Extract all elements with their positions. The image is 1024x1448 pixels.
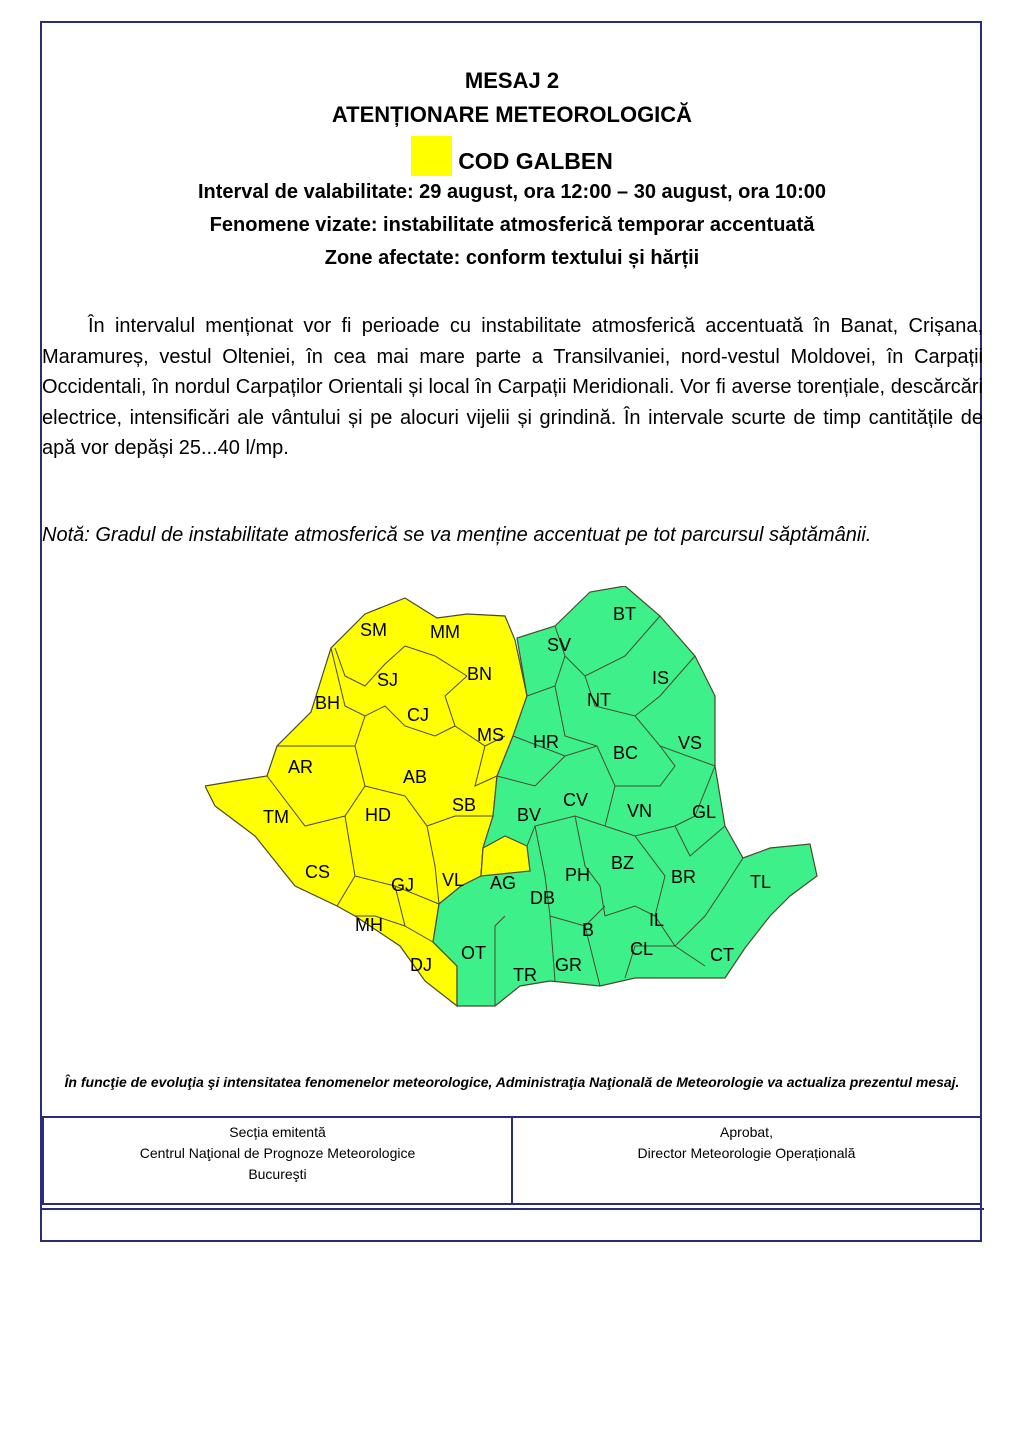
county-label-ms: MS: [477, 725, 504, 745]
issuer-cell: [44, 1118, 513, 1203]
county-label-gr: GR: [555, 955, 582, 975]
county-label-ct: CT: [710, 945, 734, 965]
message-subtitle: ATENȚIONARE METEOROLOGICĂ: [331, 102, 693, 127]
approver-cell: [513, 1118, 980, 1203]
county-label-b: B: [582, 920, 595, 940]
validity-interval: Interval de valabilitate: 29 august, ora 12:00 – 30 august, ora 10:00: [197, 181, 827, 203]
county-label-tl: TL: [750, 872, 772, 892]
code-row: [40, 132, 984, 176]
county-label-nt: NT: [587, 690, 611, 710]
county-label-sb: SB: [452, 795, 477, 815]
county-label-ag: AG: [490, 873, 517, 893]
county-label-sj: SJ: [377, 670, 399, 690]
county-label-hr: HR: [533, 732, 559, 752]
county-label-bn: BN: [467, 664, 493, 684]
update-note: În funcţie de evoluţia şi intensitatea fenomenelor meteorologice, Administraţia Naţională de Meteorologie va actualiza prezentul mesaj.: [64, 1074, 960, 1090]
forecast-note: Notă: Gradul de instabilitate atmosferică se va menține accentuat pe tot parcursul săptămânii.: [42, 524, 872, 546]
message-title: MESAJ 2: [464, 68, 560, 93]
county-label-bv: BV: [517, 805, 542, 825]
code-label: COD GALBEN: [458, 148, 613, 174]
county-label-ot: OT: [461, 943, 486, 963]
code-color-swatch: [411, 136, 452, 176]
county-label-vs: VS: [678, 733, 703, 753]
forecast-text: În intervalul menționat vor fi perioade cu instabilitate atmosferică accentuată în Banat, Crișana, Maramureș, vestul Olteniei, în cea mai mare parte a Transilvaniei, nord-vestul Moldovei, în Carpații Occidentali, în nordul Carpaților Orientali și local în Carpații Meridionali. Vor fi averse torențiale, descărcări electrice, intensificări ale vântului și pe alocuri vijelii și grindină. În intervale scurte de timp cantitățile de apă vor depăși 25...40 l/mp.: [42, 315, 983, 459]
signature-table: [42, 1116, 982, 1205]
approver-title: Director Meteorologie Operațională: [637, 1145, 856, 1161]
county-label-gj: GJ: [391, 875, 415, 895]
county-label-cl: CL: [630, 939, 654, 959]
county-label-mm: MM: [430, 622, 460, 642]
issuer-name: Centrul Naţional de Prognoze Meteorologice: [139, 1145, 416, 1161]
romania-warning-map: [205, 586, 820, 1016]
county-label-cv: CV: [563, 790, 589, 810]
county-label-bc: BC: [613, 743, 639, 763]
county-label-mh: MH: [355, 915, 383, 935]
county-label-cs: CS: [305, 862, 331, 882]
county-label-dj: DJ: [410, 955, 432, 975]
county-label-il: IL: [649, 910, 665, 930]
county-label-hd: HD: [365, 805, 391, 825]
county-label-db: DB: [530, 888, 556, 908]
issuer-label: Secția emitentă: [229, 1124, 326, 1140]
forecast-paragraph: [42, 311, 983, 464]
approver-label: Aprobat,: [720, 1124, 773, 1140]
county-label-bh: BH: [315, 693, 341, 713]
issuer-city: Bucureşti: [248, 1166, 307, 1182]
phenomena: Fenomene vizate: instabilitate atmosferică temporar accentuată: [209, 214, 815, 236]
county-label-vn: VN: [627, 801, 653, 821]
county-label-vl: VL: [442, 870, 465, 890]
county-label-br: BR: [671, 867, 697, 887]
county-label-bt: BT: [613, 604, 637, 624]
affected-zones: Zone afectate: conform textului și hărții: [324, 247, 700, 269]
message-header: [40, 64, 984, 275]
county-label-ar: AR: [288, 757, 314, 777]
county-label-sv: SV: [547, 635, 572, 655]
county-label-bz: BZ: [611, 853, 635, 873]
county-label-tr: TR: [513, 965, 537, 985]
county-label-ab: AB: [403, 767, 428, 787]
county-label-sm: SM: [360, 620, 387, 640]
county-label-cj: CJ: [407, 705, 429, 725]
bottom-divider: [40, 1208, 984, 1210]
county-label-ph: PH: [565, 865, 591, 885]
county-label-tm: TM: [263, 807, 289, 827]
county-label-gl: GL: [692, 802, 717, 822]
county-label-is: IS: [652, 668, 670, 688]
